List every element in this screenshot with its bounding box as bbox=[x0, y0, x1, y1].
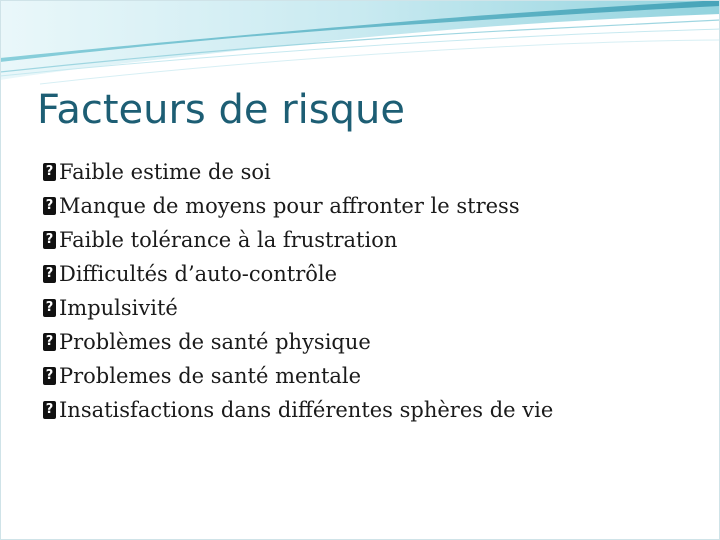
bullet-text: Faible estime de soi bbox=[59, 160, 271, 184]
slide-title: Facteurs de risque bbox=[37, 87, 405, 133]
bullet-item bbox=[43, 291, 553, 325]
bullet-text: Manque de moyens pour affronter le stress bbox=[59, 194, 520, 218]
bullet-item bbox=[43, 223, 553, 257]
replacement-character-icon bbox=[43, 163, 56, 181]
bullet-text: Insatisfactions dans différentes sphères de vie bbox=[59, 398, 554, 422]
bullet-text: Problemes de santé mentale bbox=[59, 364, 362, 388]
bullet-item bbox=[43, 393, 553, 427]
replacement-character-icon bbox=[43, 401, 56, 419]
bullet-text: Difficultés d’auto-contrôle bbox=[59, 262, 338, 286]
replacement-character-icon bbox=[43, 231, 56, 249]
bullet-list bbox=[43, 155, 553, 427]
replacement-character-icon bbox=[43, 197, 56, 215]
decorative-swoosh-header bbox=[0, 0, 720, 90]
bullet-item bbox=[43, 189, 553, 223]
bullet-text: Impulsivité bbox=[59, 296, 178, 320]
bullet-item bbox=[43, 359, 553, 393]
bullet-text: Problèmes de santé physique bbox=[59, 330, 371, 354]
replacement-character-icon bbox=[43, 299, 56, 317]
bullet-item bbox=[43, 257, 553, 291]
replacement-character-icon bbox=[43, 265, 56, 283]
replacement-character-icon bbox=[43, 367, 56, 385]
replacement-character-icon bbox=[43, 333, 56, 351]
bullet-item bbox=[43, 155, 553, 189]
bullet-text: Faible tolérance à la frustration bbox=[59, 228, 398, 252]
bullet-item bbox=[43, 325, 553, 359]
